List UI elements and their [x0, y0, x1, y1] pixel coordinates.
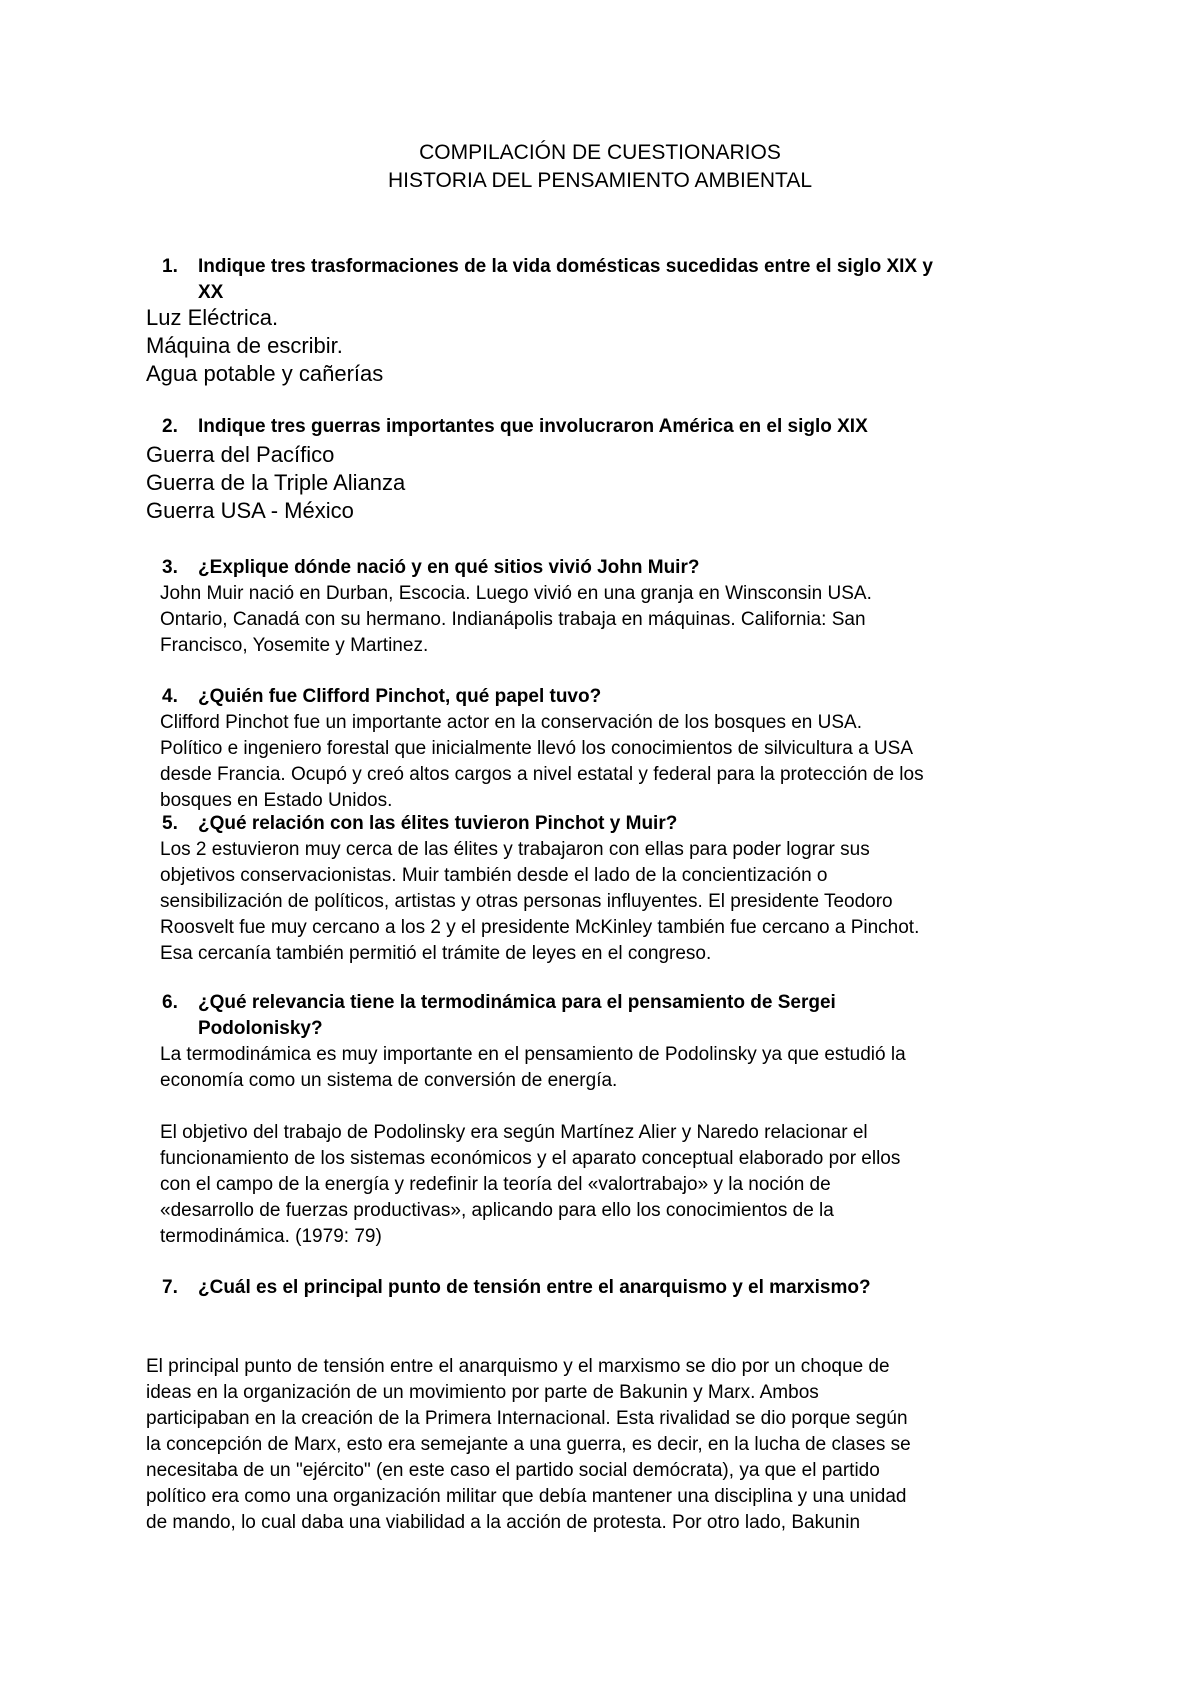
question-7-number: 7. — [162, 1277, 178, 1298]
answer-line: desde Francia. Ocupó y creó altos cargos a nivel estatal y federal para la protección de los — [160, 764, 924, 785]
answer-line: John Muir nació en Durban, Escocia. Luego vivió en una granja en Winsconsin USA. — [160, 583, 872, 604]
question-3-number: 3. — [162, 557, 178, 578]
answer-line: Los 2 estuvieron muy cerca de las élites y trabajaron con ellas para poder lograr sus — [160, 839, 870, 860]
answer-item: Máquina de escribir. — [146, 333, 343, 358]
answer-line: la concepción de Marx, esto era semejante a una guerra, es decir, en la lucha de clases se — [146, 1434, 911, 1455]
question-6-answer-paragraph-1 — [160, 1042, 1140, 1094]
answer-line: La termodinámica es muy importante en el pensamiento de Podolinsky ya que estudió la — [160, 1044, 906, 1065]
question-1-answer — [146, 304, 383, 388]
question-2-number: 2. — [162, 416, 178, 437]
answer-line: con el campo de la energía y redefinir la teoría del «valortrabajo» y la noción de — [160, 1174, 831, 1195]
question-3-text: ¿Explique dónde nació y en qué sitios vivió John Muir? — [198, 557, 700, 578]
answer-line: El principal punto de tensión entre el anarquismo y el marxismo se dio por un choque de — [146, 1356, 890, 1377]
question-6-answer-paragraph-2 — [160, 1120, 1140, 1250]
question-3-heading — [162, 555, 1062, 581]
answer-line: político era como una organización militar que debía mantener una disciplina y una unidad — [146, 1486, 907, 1507]
question-3-answer — [160, 581, 1140, 659]
answer-line: economía como un sistema de conversión de energía. — [160, 1070, 618, 1091]
document-title-line-1: COMPILACIÓN DE CUESTIONARIOS — [419, 141, 781, 164]
question-6-text-line-1: ¿Qué relevancia tiene la termodinámica para el pensamiento de Sergei — [198, 992, 836, 1013]
answer-line: ideas en la organización de un movimiento por parte de Bakunin y Marx. Ambos — [146, 1382, 819, 1403]
answer-line: Clifford Pinchot fue un importante actor en la conservación de los bosques en USA. — [160, 712, 862, 733]
question-4-text: ¿Quién fue Clifford Pinchot, qué papel tuvo? — [198, 686, 602, 707]
answer-line: Ontario, Canadá con su hermano. Indianápolis trabaja en máquinas. California: San — [160, 609, 866, 630]
answer-item: Guerra del Pacífico — [146, 442, 335, 467]
question-2-answer — [146, 441, 405, 525]
answer-line: bosques en Estado Unidos. — [160, 790, 393, 811]
answer-line: «desarrollo de fuerzas productivas», aplicando para ello los conocimientos de la — [160, 1200, 834, 1221]
answer-line: necesitaba de un "ejército" (en este caso el partido social demócrata), ya que el partido — [146, 1460, 880, 1481]
question-7-text: ¿Cuál es el principal punto de tensión entre el anarquismo y el marxismo? — [198, 1277, 871, 1298]
question-1-number: 1. — [162, 256, 178, 277]
answer-item: Guerra de la Triple Alianza — [146, 470, 406, 495]
answer-line: Esa cercanía también permitió el trámite de leyes en el congreso. — [160, 943, 712, 964]
answer-line: Francisco, Yosemite y Martinez. — [160, 635, 429, 656]
answer-line: funcionamiento de los sistemas económicos y el aparato conceptual elaborado por ellos — [160, 1148, 901, 1169]
question-6-text-line-2: Podolonisky? — [198, 1018, 323, 1039]
question-4-heading — [162, 684, 1062, 710]
question-2-heading — [162, 414, 1062, 440]
question-4-number: 4. — [162, 686, 178, 707]
question-1-text-line-2: XX — [198, 282, 224, 303]
question-1-text-line-1: Indique tres trasformaciones de la vida domésticas sucedidas entre el siglo XIX y — [198, 256, 933, 277]
answer-line: Roosvelt fue muy cercano a los 2 y el presidente McKinley también fue cercano a Pinchot. — [160, 917, 920, 938]
answer-line: termodinámica. (1979: 79) — [160, 1226, 382, 1247]
answer-line: Político e ingeniero forestal que inicialmente llevó los conocimientos de silvicultura a USA — [160, 738, 913, 759]
question-2-text: Indique tres guerras importantes que involucraron América en el siglo XIX — [198, 416, 868, 437]
question-7-heading — [162, 1275, 1062, 1301]
question-1-heading — [162, 254, 1062, 306]
question-5-answer — [160, 837, 1140, 967]
question-5-heading — [162, 811, 1062, 837]
answer-line: El objetivo del trabajo de Podolinsky era según Martínez Alier y Naredo relacionar el — [160, 1122, 868, 1143]
question-5-number: 5. — [162, 813, 178, 834]
question-6-number: 6. — [162, 992, 178, 1013]
answer-line: sensibilización de políticos, artistas y otras personas influyentes. El presidente Teodoro — [160, 891, 893, 912]
question-6-heading — [162, 990, 1062, 1042]
question-5-text: ¿Qué relación con las élites tuvieron Pinchot y Muir? — [198, 813, 678, 834]
answer-item: Luz Eléctrica. — [146, 305, 279, 330]
answer-line: participaban en la creación de la Primera Internacional. Esta rivalidad se dio porque según — [146, 1408, 908, 1429]
question-7-answer — [146, 1354, 1146, 1536]
answer-item: Agua potable y cañerías — [146, 361, 384, 386]
document-title-line-2: HISTORIA DEL PENSAMIENTO AMBIENTAL — [388, 169, 812, 192]
answer-item: Guerra USA - México — [146, 498, 354, 523]
answer-line: objetivos conservacionistas. Muir también desde el lado de la concientización o — [160, 865, 828, 886]
answer-line: de mando, lo cual daba una viabilidad a la acción de protesta. Por otro lado, Bakunin — [146, 1512, 861, 1533]
question-4-answer — [160, 710, 1140, 814]
